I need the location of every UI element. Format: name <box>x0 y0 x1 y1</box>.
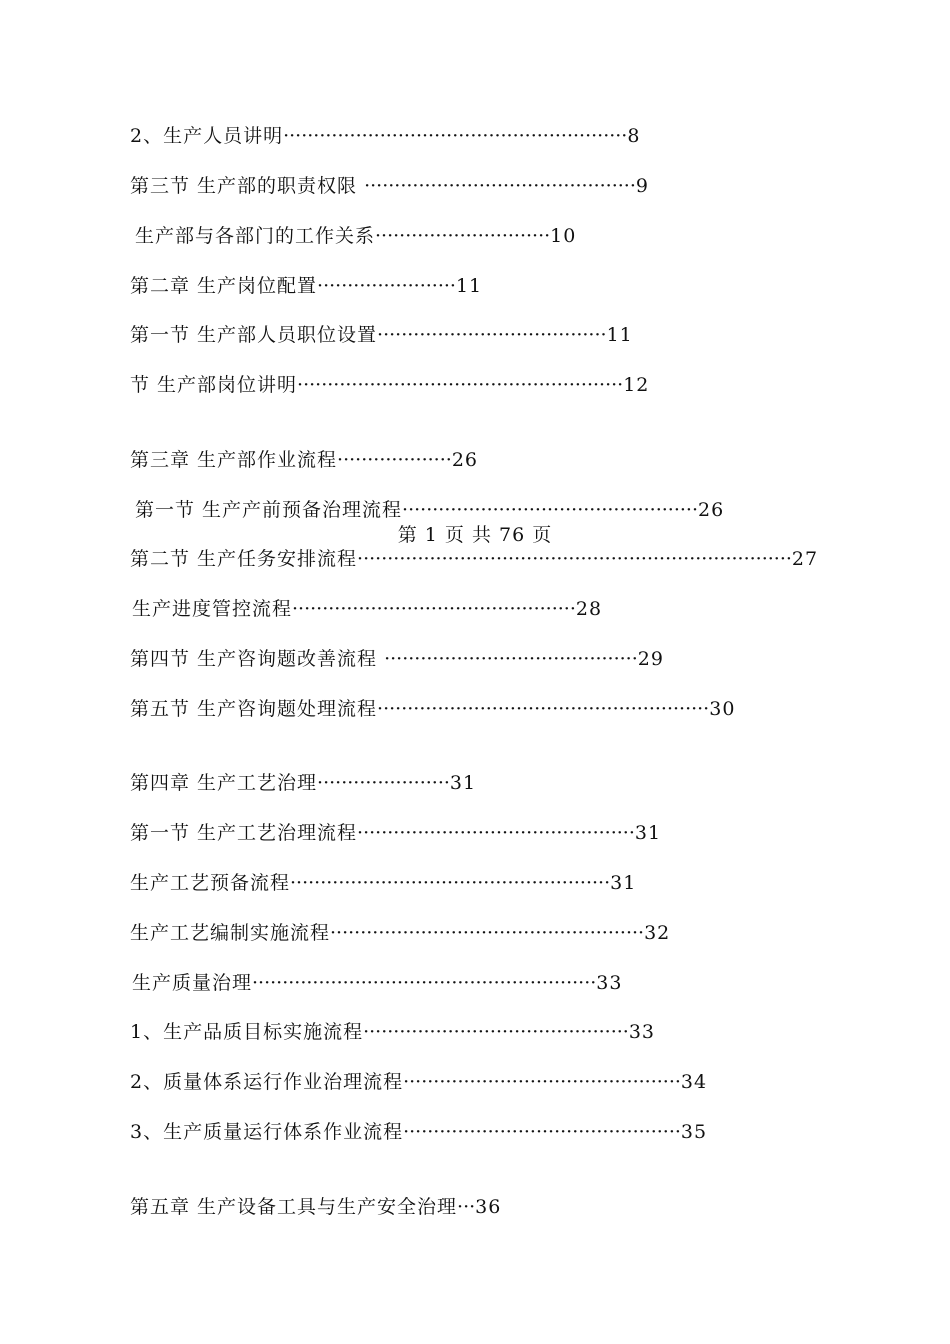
toc-entry <box>135 224 576 248</box>
toc-page-number: 8 <box>627 125 641 147</box>
toc-leader-dots: ··················· <box>337 449 452 471</box>
toc-leader-dots: ·············································· <box>403 1121 681 1143</box>
toc-entry-title: 2、生产人员讲明 <box>130 125 284 147</box>
toc-leader-dots: ····················································· <box>290 872 611 894</box>
toc-page-number: 33 <box>628 1021 656 1043</box>
toc-entry <box>130 697 735 721</box>
toc-page-number: 26 <box>451 449 478 471</box>
toc-page-number: 31 <box>610 872 637 894</box>
toc-entry <box>130 323 633 347</box>
toc-leader-dots: ············································ <box>363 1021 629 1043</box>
toc-entry-title: 第二章 生产岗位配置 <box>130 275 318 297</box>
toc-leader-dots: ······················································· <box>377 698 710 720</box>
toc-page-number: 32 <box>644 922 671 944</box>
toc-leader-dots: ······················································ <box>297 374 624 396</box>
toc-entry-title: 第四章 生产工艺治理 <box>130 772 318 794</box>
toc-entry-title: 2、质量体系运行作业治理流程 <box>130 1071 404 1093</box>
toc-entry-title: 第五节 生产咨询题处理流程 <box>130 698 378 720</box>
toc-entry-title: 1、生产品质目标实施流程 <box>130 1021 364 1043</box>
toc-entry-title: 第三章 生产部作业流程 <box>130 449 338 471</box>
toc-entry <box>130 1120 707 1144</box>
toc-entry <box>132 971 622 995</box>
toc-page-number: 12 <box>623 374 650 396</box>
toc-entry <box>132 597 602 621</box>
toc-entry-title: 生产进度管控流程 <box>132 598 293 620</box>
toc-leader-dots: ········································································ <box>357 548 792 570</box>
toc-entry-title: 生产工艺预备流程 <box>130 872 291 894</box>
toc-entry-title: 生产质量治理 <box>132 972 253 994</box>
toc-entry <box>135 498 724 522</box>
toc-entry-title: 第一节 生产工艺治理流程 <box>130 822 358 844</box>
toc-page-number: 9 <box>635 175 649 197</box>
toc-entry <box>130 647 664 671</box>
toc-page-number: 26 <box>698 499 725 521</box>
toc-leader-dots: ······································ <box>377 324 607 346</box>
toc-page-number: 10 <box>550 225 577 247</box>
toc-entry-title: 节 生产部岗位讲明 <box>130 374 298 396</box>
toc-entry <box>130 448 478 472</box>
toc-entry-title: 生产工艺编制实施流程 <box>130 922 331 944</box>
toc-entry <box>130 547 818 571</box>
toc-page-number: 11 <box>455 275 483 297</box>
toc-page-number: 36 <box>475 1196 502 1218</box>
toc-entry-title: 3、生产质量运行体系作业流程 <box>130 1121 404 1143</box>
toc-entry <box>130 821 661 845</box>
toc-entry <box>130 124 640 148</box>
toc-leader-dots: ··· <box>457 1196 476 1218</box>
toc-leader-dots: ············································· <box>364 175 636 197</box>
toc-leader-dots: ······················· <box>317 275 456 297</box>
toc-page-number: 35 <box>680 1121 708 1143</box>
page-footer: 第 1 页 共 76 页 <box>397 524 553 546</box>
toc-page-number: 33 <box>596 972 623 994</box>
toc-entry <box>130 1070 707 1094</box>
toc-entry-title: 第二节 生产任务安排流程 <box>130 548 358 570</box>
toc-entry <box>130 921 670 945</box>
toc-leader-dots: ························································· <box>283 125 628 147</box>
toc-leader-dots: ························································· <box>252 972 597 994</box>
toc-page-number: 28 <box>575 598 603 620</box>
toc-entry-title: 第三节 生产部的职责权限 <box>130 175 365 197</box>
toc-leader-dots: ····························· <box>375 225 551 247</box>
toc-page-number: 30 <box>709 698 736 720</box>
toc-leader-dots: ··············································· <box>292 598 576 620</box>
toc-entry-title: 第五章 生产设备工具与生产安全治理 <box>130 1196 458 1218</box>
toc-leader-dots: ······················ <box>317 772 450 794</box>
toc-page-number: 11 <box>606 324 633 346</box>
toc-entry <box>130 771 476 795</box>
toc-leader-dots: ···················································· <box>330 922 645 944</box>
toc-leader-dots: ·············································· <box>357 822 635 844</box>
toc-page-number: 34 <box>680 1071 708 1093</box>
toc-entry-title: 第四节 生产咨询题改善流程 <box>130 648 385 670</box>
toc-page-number: 29 <box>637 648 664 670</box>
toc-entry <box>130 174 649 198</box>
toc-leader-dots: ················································· <box>402 499 698 521</box>
toc-entry-title: 第一节 生产部人员职位设置 <box>130 324 378 346</box>
toc-entry <box>130 373 649 397</box>
toc-entry <box>130 274 482 298</box>
toc-leader-dots: ·········································· <box>384 648 638 670</box>
toc-page-number: 31 <box>449 772 477 794</box>
toc-page-number: 31 <box>634 822 662 844</box>
toc-entry <box>130 871 636 895</box>
toc-entry <box>130 1020 655 1044</box>
toc-page-number: 27 <box>791 548 819 570</box>
toc-entry <box>130 1195 501 1219</box>
toc-leader-dots: ·············································· <box>403 1071 681 1093</box>
toc-entry-title: 第一节 生产产前预备治理流程 <box>135 499 403 521</box>
toc-entry-title: 生产部与各部门的工作关系 <box>135 225 376 247</box>
